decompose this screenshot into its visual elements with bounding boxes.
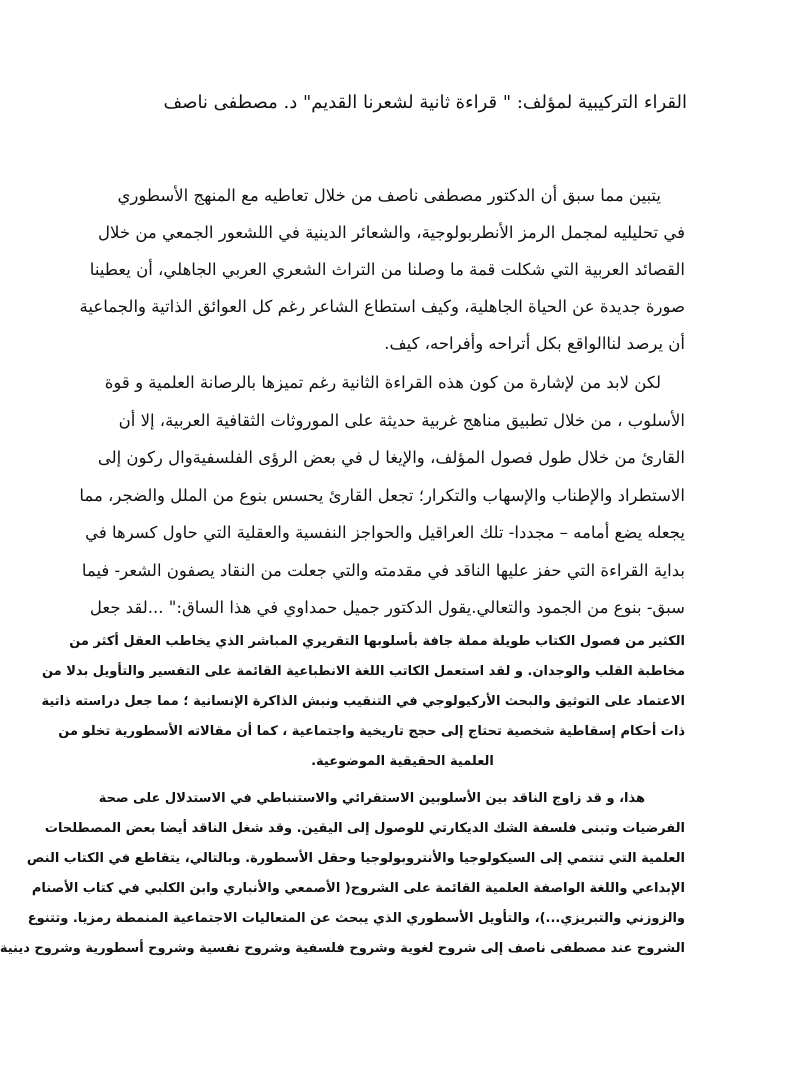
paragraph-line: لكن لابد من لإشارة من كون هذه القراءة الثانية رغم تميزها بالرصانة العلمية و قوة xyxy=(104,373,661,392)
quotation-line: مخاطبة القلب والوجدان. و لقد استعمل الكاتب اللغة الانطباعية القائمة على التفسير والتأويل بدلا من xyxy=(41,664,685,679)
paragraph-line: الأسلوب ، من خلال تطبيق مناهج غربية حديثة على الموروثات الثقافية العربية، إلا أن xyxy=(118,410,685,430)
quotation-line: العلمية الحقيقية الموضوعية. xyxy=(311,754,494,769)
quotation-line: الفرضيات وتبنى فلسفة الشك الديكارتي للوصول إلى اليقين. وقد شغل الناقد أيضا بعض المصطلحات xyxy=(44,821,685,836)
quotation-line: ذات أحكام إسقاطية شخصية تحتاج إلى حجج تاريخية واجتماعية ، كما أن مقالاته الأسطورية تخلو من xyxy=(58,724,685,739)
paragraph-line: بداية القراءة التي حفز عليها الناقد في مقدمته والتي جعلت من النقاد يصفون الشعر- فيما xyxy=(81,560,685,580)
quotation-line: العلمية التي تنتمي إلى السيكولوجيا والأنتروبولوجيا وحقل الأسطورة. وبالتالي، يتقاطع في الكتاب النص xyxy=(26,851,685,866)
paragraph-line: الاستطراد والإطناب والإسهاب والتكرار؛ تجعل القارئ يحسس بنوع من الملل والضجر، مما xyxy=(79,485,685,505)
quotation-line: الإبداعي واللغة الواصفة العلمية القائمة على الشروح( الأصمعي والأنباري وابن الكلبي في كتاب الأصنام xyxy=(31,881,685,896)
quotation-line: الاعتماد على التوثيق والبحث الأركيولوجي في التنقيب ونبش الذاكرة الإنسانية ؛ مما جعل دراسته ذاتية xyxy=(41,694,685,709)
document-heading: القراء التركيبية لمؤلف: " قراءة ثانية لشعرنا القديم" د. مصطفى ناصف xyxy=(163,92,687,113)
paragraph-line: في تحليليه لمجمل الرمز الأنطربولوجية، والشعائر الدينية في اللشعور الجمعي من خلال xyxy=(98,223,685,242)
paragraph-line: القصائد العربية التي شكلت قمة ما وصلنا من التراث الشعري العربي الجاهلي، أن يعطينا xyxy=(89,260,685,279)
quotation-line: والزوزني والتبريزي...)، والتأويل الأسطوري الذي يبحث عن المتعاليات الاجتماعية المنمطة رمزيا. وتتنوع xyxy=(27,911,685,926)
quotation-block-1 xyxy=(41,627,685,777)
paragraph-line: أن يرصد لناالواقع بكل أتراحه وأفراحه، كيف. xyxy=(384,334,685,353)
quotation-line: الشروح عند مصطفى ناصف إلى شروح لغوية وشروح فلسفية وشروح نفسية وشروح أسطورية وشروح دينية xyxy=(0,941,685,956)
paragraph-1 xyxy=(79,177,685,362)
quotation-block-2 xyxy=(0,784,685,964)
quotation-line: هذا، و قد زاوج الناقد بين الأسلوبين الاستقرائي والاستنباطي في الاستدلال على صحة xyxy=(98,791,645,806)
paragraph-line: سبق- بنوع من الجمود والتعالي.يقول الدكتور جميل حمداوي في هذا الساق:" ...لقد جعل xyxy=(89,598,685,617)
paragraph-line: يجعله يضع أمامه – مجددا- تلك العراقيل والحواجز النفسية والعقلية التي حاول كسرها في xyxy=(85,523,685,542)
paragraph-line: يتبين مما سبق أن الدكتور مصطفى ناصف من خلال تعاطيه مع المنهج الأسطوري xyxy=(117,186,661,205)
paragraph-line: صورة جديدة عن الحياة الجاهلية، وكيف استطاع الشاعر رغم كل العوائق الذاتية والجماعية xyxy=(79,297,685,316)
quotation-line: الكثير من فصول الكتاب طويلة مملة جافة بأسلوبها التقريري المباشر الذي يخاطب العقل أكثر من xyxy=(69,634,685,649)
paragraph-2 xyxy=(79,364,685,627)
paragraph-line: القارئ من خلال طول فصول المؤلف، والإيغا ل في بعض الرؤى الفلسفيةوال ركون إلى xyxy=(97,448,685,467)
